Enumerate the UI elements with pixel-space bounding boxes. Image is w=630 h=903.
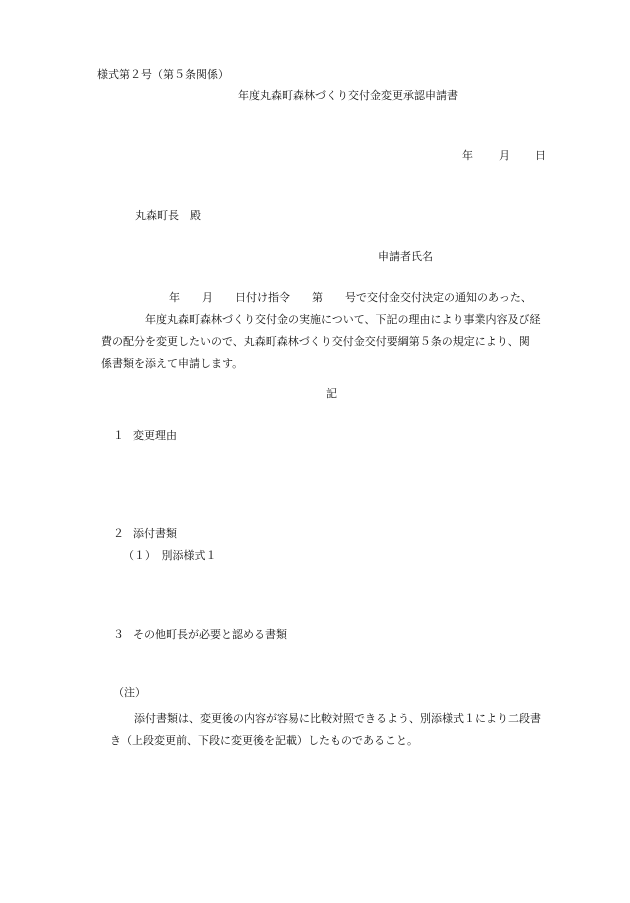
item-label: 添付書類 — [133, 527, 177, 540]
applicant-name-label: 申請者氏名 — [378, 250, 433, 263]
sub-item-attachment-form: （１） 別添様式１ — [123, 549, 217, 562]
date-month: 月 — [499, 149, 510, 162]
item-label: 変更理由 — [133, 429, 177, 442]
date-line — [462, 150, 546, 161]
date-day: 日 — [535, 149, 546, 162]
form-number: 様式第２号（第５条関係） — [97, 68, 229, 81]
item-change-reason — [113, 430, 177, 441]
item-number: ２ — [113, 527, 124, 540]
body-line: 年 月 日付け指令 第 号で交付金交付決定の通知のあった、 — [169, 291, 532, 304]
note-line: 添付書類は、変更後の内容が容易に比較対照できるよう、別添様式１により二段書 — [134, 712, 541, 725]
item-label: その他町長が必要と認める書類 — [133, 628, 287, 641]
note-heading: （注） — [113, 686, 146, 699]
body-line: 年度丸森町森林づくり交付金の実施について、下記の理由により事業内容及び経 — [145, 313, 541, 326]
body-line: 係書類を添えて申請します。 — [101, 357, 244, 370]
date-year: 年 — [462, 149, 473, 162]
body-paragraph — [97, 287, 577, 375]
item-attachments — [113, 528, 177, 539]
item-number: ３ — [113, 628, 124, 641]
ki-heading: 記 — [326, 387, 337, 400]
note-body — [110, 708, 580, 752]
item-number: １ — [113, 429, 124, 442]
addressee: 丸森町長 殿 — [135, 209, 201, 222]
note-line: き（上段変更前、下段に変更後を記載）したものであること。 — [110, 734, 418, 747]
item-other-documents — [113, 629, 287, 640]
document-title: 年度丸森町森林づくり交付金変更承認申請書 — [238, 89, 458, 102]
body-line: 費の配分を変更したいので、丸森町森林づくり交付金交付要綱第５条の規定により、関 — [101, 335, 530, 348]
